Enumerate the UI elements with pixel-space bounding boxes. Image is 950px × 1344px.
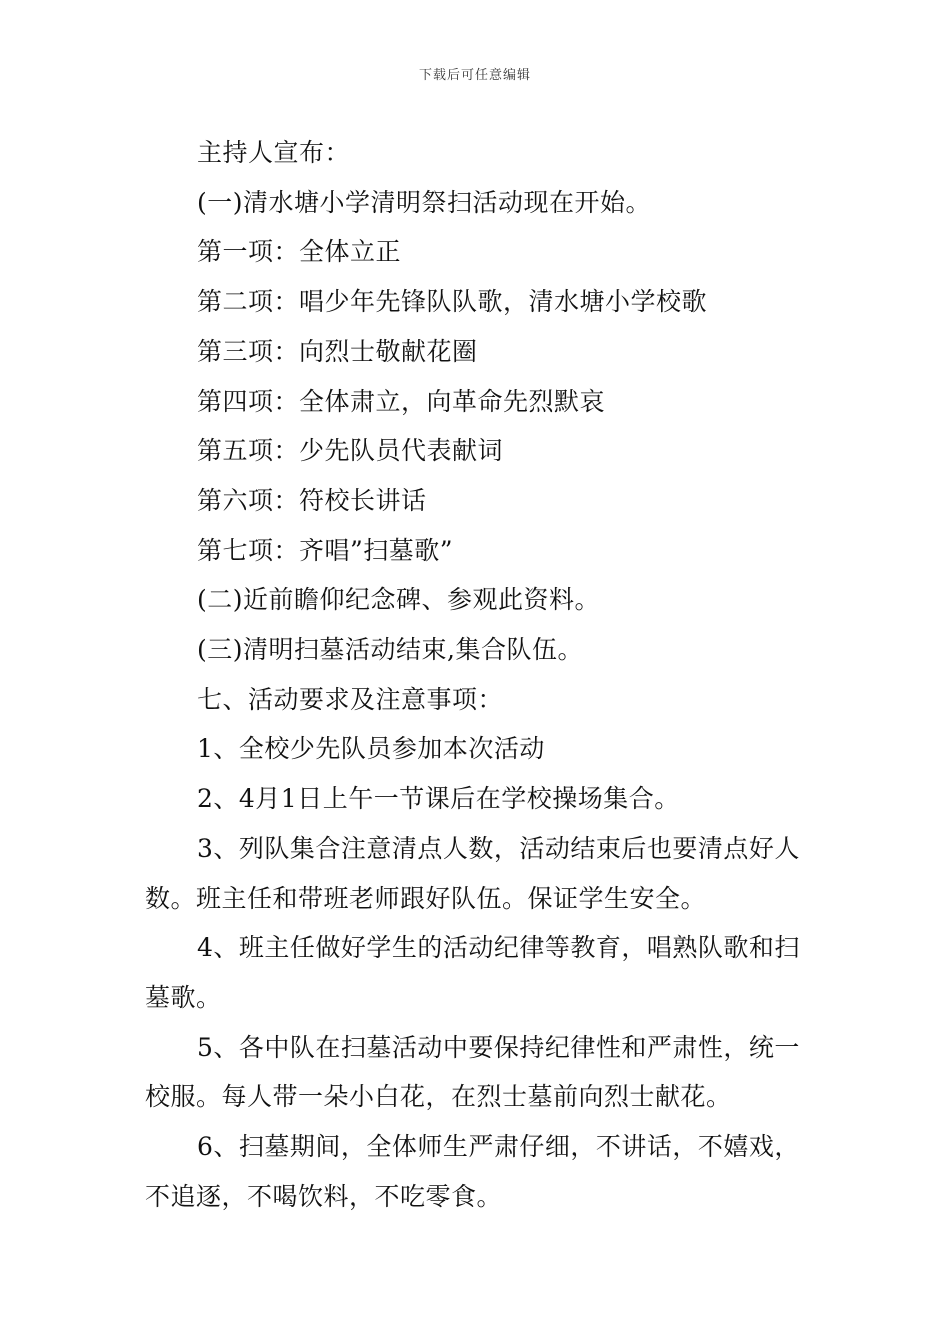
item-1-line: 第一项：全体立正 xyxy=(197,237,402,267)
requirement-2: 2、4月1日上午一节课后在学校操场集合。 xyxy=(197,784,680,814)
requirement-3: 3、列队集合注意清点人数，活动结束后也要清点好人数。班主任和带班老师跟好队伍。保证学生安全。 xyxy=(145,833,800,913)
header-note: 下载后可任意编辑 xyxy=(418,68,531,83)
item-5-line: 第五项：少先队员代表献词 xyxy=(197,436,504,466)
document-body xyxy=(145,128,810,1221)
item-2-line: 第二项：唱少年先锋队队歌，清水塘小学校歌 xyxy=(197,287,708,317)
requirement-4: 4、班主任做好学生的活动纪律等教育，唱熟队歌和扫墓歌。 xyxy=(145,933,800,1012)
requirement-6: 6、扫墓期间，全体师生严肃仔细，不讲话，不嬉戏，不追逐，不喝饮料，不吃零食。 xyxy=(145,1132,800,1211)
host-announce-line: 主持人宣布： xyxy=(197,138,351,167)
item-6-line: 第六项：符校长讲话 xyxy=(197,485,427,515)
section-two-line: (二)近前瞻仰纪念碑、参观此资料。 xyxy=(197,585,601,615)
requirements-heading: 七、活动要求及注意事项： xyxy=(197,684,504,714)
item-3-line: 第三项：向烈士敬献花圈 xyxy=(197,336,478,366)
item-4-line: 第四项：全体肃立，向革命先烈默哀 xyxy=(197,386,606,416)
requirement-5: 5、各中队在扫墓活动中要保持纪律性和严肃性，统一校服。每人带一朵小白花，在烈士墓前向烈士献花。 xyxy=(145,1032,800,1112)
section-three-line: (三)清明扫墓活动结束,集合队伍。 xyxy=(197,635,583,665)
requirement-1: 1、全校少先队员参加本次活动 xyxy=(197,734,545,764)
item-7-line: 第七项：齐唱”扫墓歌” xyxy=(197,535,454,565)
section-one-line: (一)清水塘小学清明祭扫活动现在开始。 xyxy=(197,187,652,217)
